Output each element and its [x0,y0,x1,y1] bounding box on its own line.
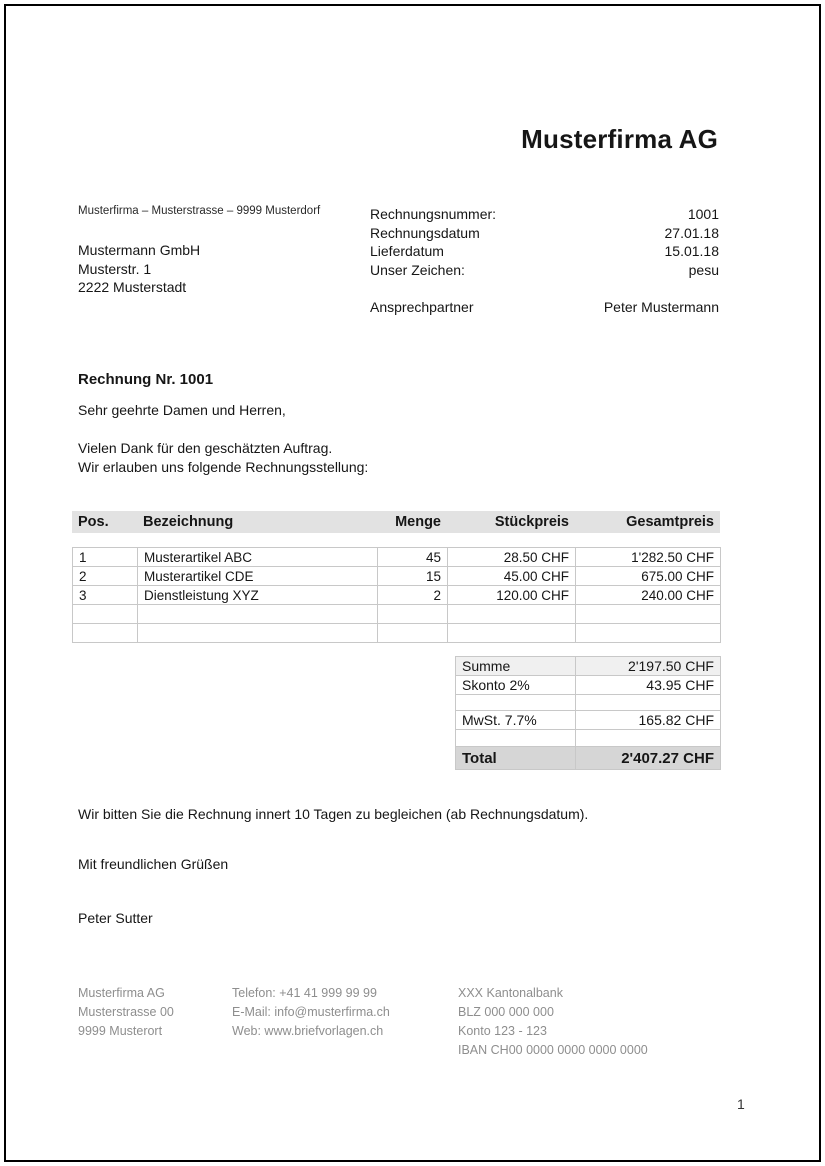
intro-paragraph [78,439,368,476]
summary-row-mwst [456,711,721,730]
recipient-name: Mustermann GmbH [78,242,201,258]
cell-empty [138,624,378,643]
summary-row-total [456,747,721,770]
items-table-header [72,511,720,533]
address-meta-block [78,205,719,317]
summary-label: Skonto 2% [456,676,576,695]
cell-pos: 2 [73,567,138,586]
cell-empty [378,605,448,624]
meta-row-invoice-number [370,205,719,224]
meta-value: 1001 [687,206,719,222]
footer [78,984,745,1069]
summary-value: 165.82 CHF [576,711,721,730]
total-value: 2'407.27 CHF [576,747,721,770]
cell-empty [576,695,721,711]
total-label: Total [456,747,576,770]
footer-company-street: Musterstrasse 00 [78,1005,174,1019]
summary-table [455,656,721,770]
footer-bank-name: XXX Kantonalbank [458,986,563,1000]
meta-row-invoice-date [370,224,719,243]
header-gesamtpreis: Gesamtpreis [626,514,714,530]
footer-company-column [78,984,174,1041]
cell-empty [448,605,576,624]
cell-empty [448,624,576,643]
meta-value: Peter Mustermann [603,298,719,315]
page-number: 1 [737,1096,745,1112]
cell-empty [73,605,138,624]
footer-company-city: 9999 Musterort [78,1024,163,1038]
items-table [72,547,721,643]
footer-company-name: Musterfirma AG [78,986,165,1000]
sender-line: Musterfirma – Musterstrasse – 9999 Musterdorf [78,205,321,217]
cell-stueckpreis: 28.50 CHF [448,548,576,567]
cell-empty [73,624,138,643]
summary-row-skonto [456,676,721,695]
header-menge: Menge [395,514,441,530]
meta-label: Rechnungsnummer: [370,206,497,222]
cell-bezeichnung: Musterartikel ABC [138,548,378,567]
meta-row-delivery-date [370,242,719,261]
cell-bezeichnung: Dienstleistung XYZ [138,586,378,605]
summary-label: MwSt. 7.7% [456,711,576,730]
cell-empty [456,695,576,711]
cell-empty [576,730,721,747]
salutation: Sehr geehrte Damen und Herren, [78,402,286,418]
invoice-meta [370,205,719,317]
footer-bank-konto: Konto 123 - 123 [458,1024,547,1038]
summary-spacer-row [456,730,721,747]
footer-phone: Telefon: +41 41 999 99 99 [232,986,377,1000]
cell-empty [576,605,721,624]
meta-value: pesu [688,262,719,279]
cell-stueckpreis: 45.00 CHF [448,567,576,586]
footer-contact-column [232,984,390,1041]
payment-note: Wir bitten Sie die Rechnung innert 10 Tagen zu begleichen (ab Rechnungsdatum). [78,806,589,822]
footer-bank-blz: BLZ 000 000 000 [458,1005,554,1019]
table-row-empty [73,624,721,643]
intro-line-2: Wir erlauben uns folgende Rechnungsstellung: [78,458,369,475]
cell-empty [456,730,576,747]
summary-label: Summe [456,657,576,676]
meta-value: 15.01.18 [664,243,719,260]
table-row [73,567,721,586]
summary-value: 43.95 CHF [576,676,721,695]
meta-label: Lieferdatum [370,243,444,260]
cell-menge: 15 [378,567,448,586]
meta-label: Unser Zeichen: [370,262,465,279]
meta-row-reference [370,261,719,280]
cell-pos: 1 [73,548,138,567]
meta-value: 27.01.18 [664,224,719,241]
header-bezeichnung: Bezeichnung [143,514,234,530]
table-row [73,548,721,567]
meta-label: Ansprechpartner [370,298,474,315]
cell-stueckpreis: 120.00 CHF [448,586,576,605]
table-row-empty [73,605,721,624]
header-pos: Pos. [78,514,109,530]
footer-bank-iban: IBAN CH00 0000 0000 0000 0000 [458,1043,648,1057]
cell-menge: 45 [378,548,448,567]
table-row [73,586,721,605]
items-section [72,511,720,643]
cell-bezeichnung: Musterartikel CDE [138,567,378,586]
header-stueckpreis: Stückpreis [494,514,569,530]
footer-bank-column [458,984,648,1060]
invoice-title: Rechnung Nr. 1001 [78,371,214,388]
address-column [78,205,370,317]
cell-menge: 2 [378,586,448,605]
cell-empty [576,624,721,643]
cell-gesamtpreis: 240.00 CHF [576,586,721,605]
recipient-city: 2222 Musterstadt [78,279,187,295]
signature-name: Peter Sutter [78,910,153,926]
company-title: Musterfirma AG [521,124,718,154]
cell-empty [138,605,378,624]
intro-line-1: Vielen Dank für den geschätzten Auftrag. [78,440,333,456]
footer-web: Web: www.briefvorlagen.ch [232,1024,384,1038]
cell-gesamtpreis: 1'282.50 CHF [576,548,721,567]
cell-gesamtpreis: 675.00 CHF [576,567,721,586]
cell-empty [378,624,448,643]
cell-pos: 3 [73,586,138,605]
summary-row-summe [456,657,721,676]
meta-label: Rechnungsdatum [370,224,480,241]
recipient-street: Musterstr. 1 [78,260,152,277]
footer-email: E-Mail: info@musterfirma.ch [232,1005,390,1019]
summary-value: 2'197.50 CHF [576,657,721,676]
meta-row-contact-person [370,298,719,317]
recipient-address [78,241,370,297]
summary-spacer-row [456,695,721,711]
closing-greeting: Mit freundlichen Grüßen [78,856,229,872]
summary-section [455,656,720,770]
